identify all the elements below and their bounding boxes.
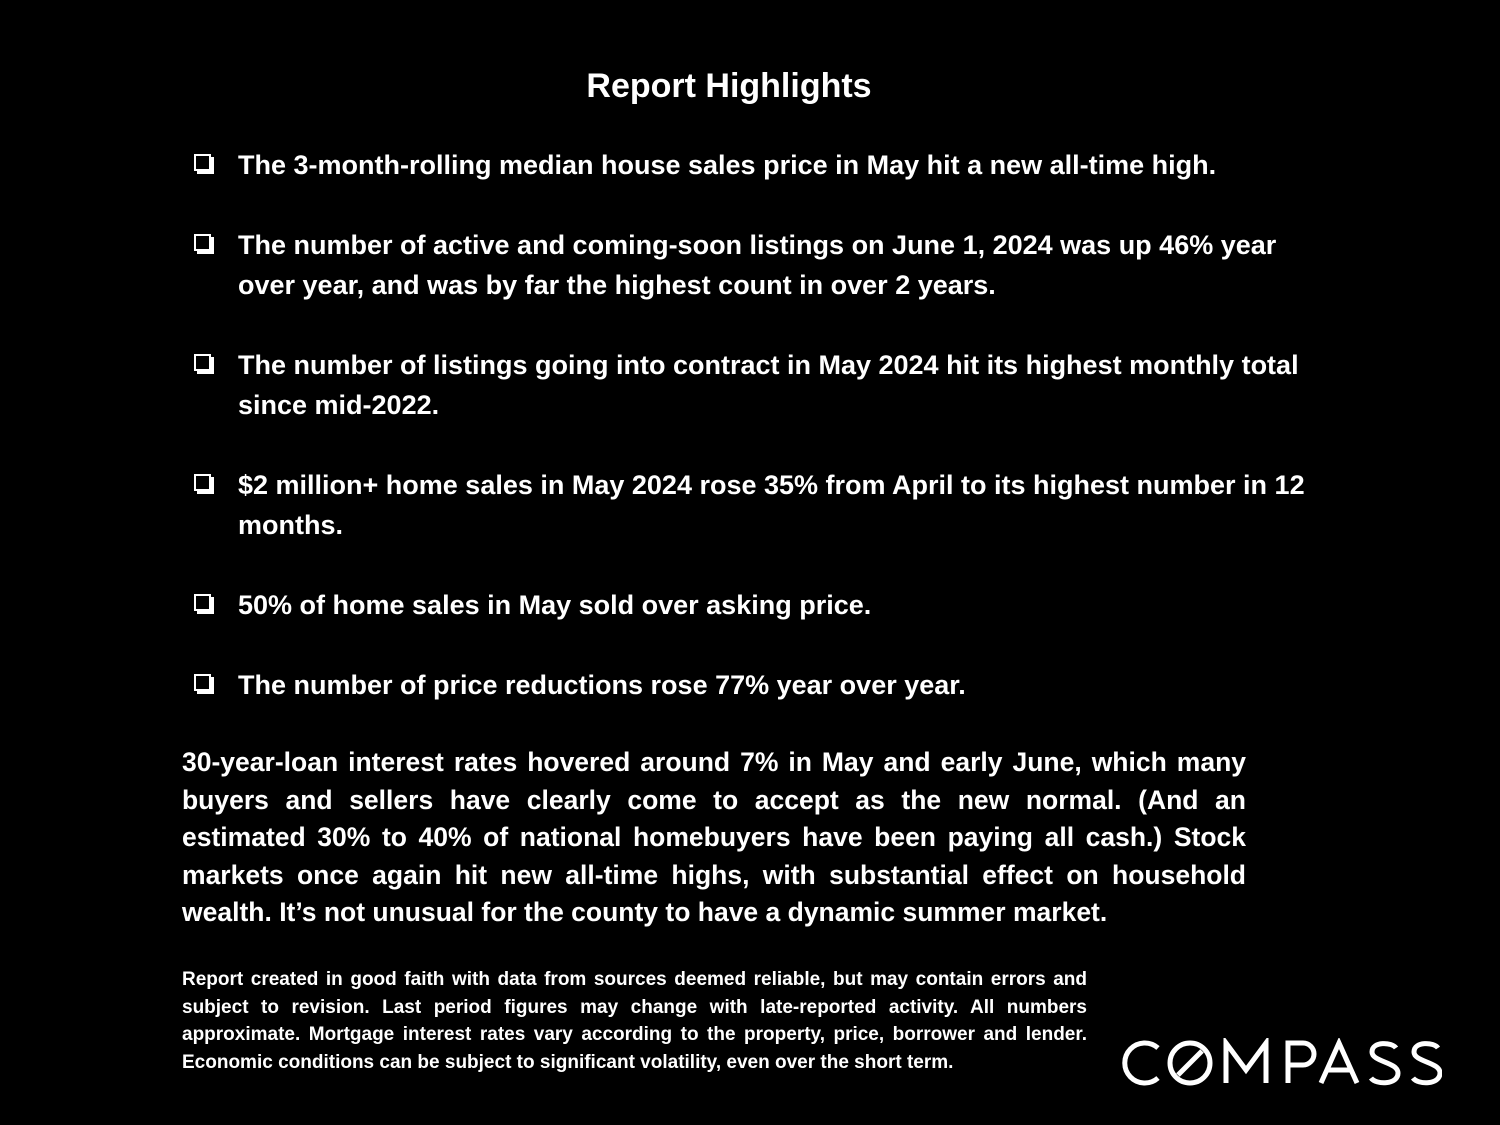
- highlight-item: [190, 465, 1320, 545]
- checkbox-icon: [194, 674, 211, 691]
- highlight-item: [190, 225, 1320, 305]
- highlight-text: 50% of home sales in May sold over asking price.: [238, 590, 872, 620]
- highlight-item: [190, 665, 1320, 705]
- highlight-item: [190, 145, 1320, 185]
- highlight-item: [190, 585, 1320, 625]
- market-summary-paragraph: 30-year-loan interest rates hovered around 7% in May and early June, which many buyers and sellers have clearly come to accept as the new normal. (And an estimated 30% to 40% of national homebuyers have been paying all cash.) Stock markets once again hit new all-time highs, with substantial effect on household wealth. It’s not unusual for the county to have a dynamic summer market.: [182, 747, 1246, 927]
- checkbox-icon: [194, 594, 211, 611]
- checkbox-icon: [194, 154, 211, 171]
- checkbox-icon: [194, 234, 211, 251]
- highlight-item: [190, 345, 1320, 425]
- highlights-list: [190, 145, 1320, 745]
- compass-logo: [1120, 1038, 1442, 1088]
- highlight-text: The number of price reductions rose 77% year over year.: [238, 670, 966, 700]
- highlight-text: The number of listings going into contract in May 2024 hit its highest monthly total since mid-2022.: [238, 350, 1299, 420]
- checkbox-icon: [194, 354, 211, 371]
- disclaimer-text: Report created in good faith with data from sources deemed reliable, but may contain errors and subject to revision. Last period figures may change with late-reported activity. All numbers approximate. Mortgage interest rates vary according to the property, price, borrower and lender. Economic conditions can be subject to significant volatility, even over the short term.: [182, 969, 1087, 1073]
- page-title: Report Highlights: [586, 67, 872, 105]
- highlight-text: The number of active and coming-soon listings on June 1, 2024 was up 46% year over year, and was by far the highest count in over 2 years.: [238, 230, 1277, 300]
- highlight-text: $2 million+ home sales in May 2024 rose 35% from April to its highest number in 12 months.: [238, 470, 1305, 540]
- highlight-text: The 3-month-rolling median house sales price in May hit a new all-time high.: [238, 150, 1217, 180]
- checkbox-icon: [194, 474, 211, 491]
